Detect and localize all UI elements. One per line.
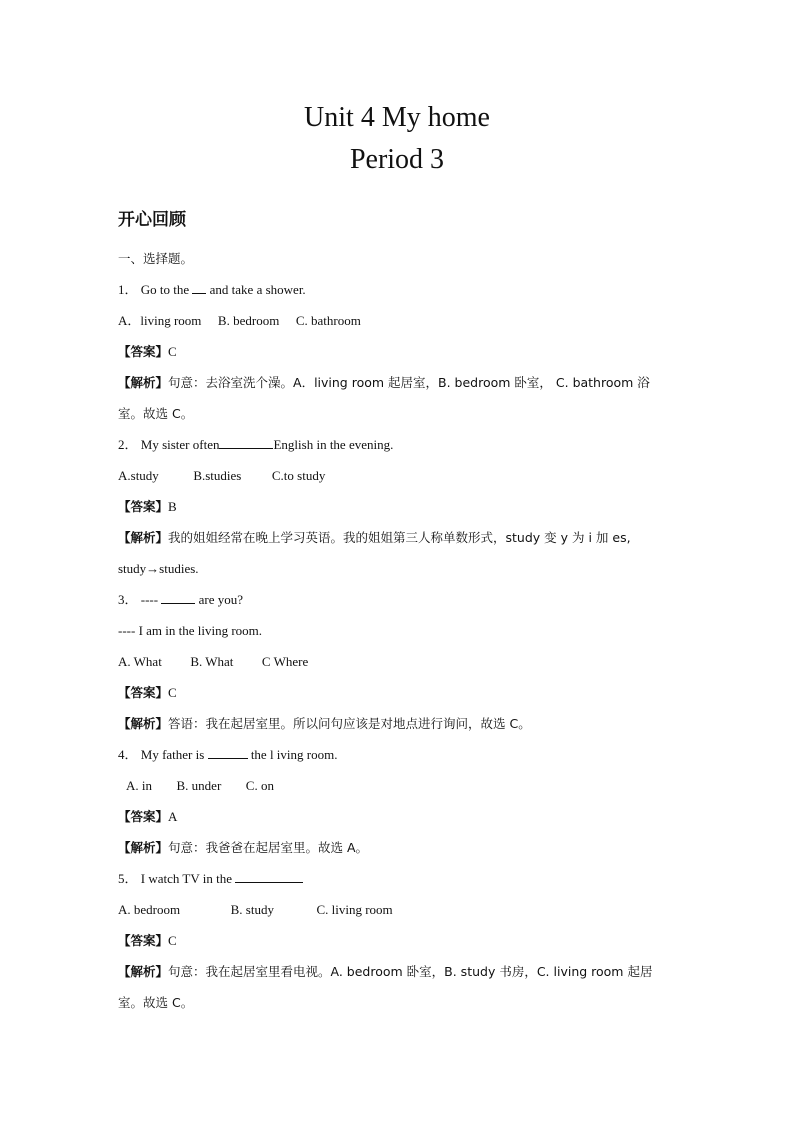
question-1-stem <box>118 274 678 305</box>
option-b: B. under <box>176 778 222 793</box>
question-1-answer <box>118 336 678 367</box>
exercise-content <box>118 243 678 1018</box>
question-text: Go to the <box>140 282 190 297</box>
answer-value: A <box>168 809 178 824</box>
unit-title: Unit 4 My home <box>304 102 490 133</box>
question-text: I watch TV in the <box>140 871 232 886</box>
question-number: 2． <box>118 437 138 452</box>
question-text: are you? <box>198 592 243 607</box>
question-number: 5． <box>118 871 138 886</box>
option-a: A. bedroom <box>118 902 181 917</box>
analysis-text: 室。故选 C。 <box>118 406 194 421</box>
question-4-analysis <box>118 832 678 863</box>
answer-label: 【答案】 <box>118 685 169 700</box>
question-number: 1． <box>118 282 138 297</box>
question-3-answer <box>118 677 678 708</box>
answer-value: B <box>168 499 177 514</box>
question-text: and take a shower. <box>209 282 306 297</box>
question-4-answer <box>118 801 678 832</box>
question-4-options <box>118 770 678 801</box>
analysis-label: 【解析】 <box>118 716 169 731</box>
analysis-text: 我的姐姐经常在晚上学习英语。我的姐姐第三人称单数形式，study 变 y 为 i 加 es, <box>168 530 631 545</box>
analysis-label: 【解析】 <box>118 530 169 545</box>
option-c: C. on <box>245 778 274 793</box>
question-text: My sister often <box>140 437 220 452</box>
analysis-label: 【解析】 <box>118 840 169 855</box>
question-5-options <box>118 894 678 925</box>
question-3-options <box>118 646 678 677</box>
analysis-label: 【解析】 <box>118 375 169 390</box>
question-3-reply: ---- I am in the living room. <box>118 623 263 638</box>
option-a: A. What <box>118 654 162 669</box>
question-number: 4． <box>118 747 138 762</box>
question-text: English in the evening. <box>273 437 394 452</box>
option-b: B. What <box>190 654 234 669</box>
question-text: My father is <box>140 747 205 762</box>
question-4-stem <box>118 739 678 770</box>
answer-blank <box>208 747 248 759</box>
option-c: C.to study <box>271 468 326 483</box>
answer-label: 【答案】 <box>118 809 169 824</box>
period-title: Period 3 <box>349 144 445 175</box>
option-c: C. living room <box>316 902 393 917</box>
question-2-analysis <box>118 522 678 553</box>
answer-value: C <box>168 685 177 700</box>
answer-label: 【答案】 <box>118 499 169 514</box>
option-b: B. bedroom <box>217 313 280 328</box>
question-5-answer <box>118 925 678 956</box>
option-b: B.studies <box>193 468 242 483</box>
answer-value: C <box>168 344 177 359</box>
answer-value: C <box>168 933 177 948</box>
option-a: A．living room <box>118 313 202 328</box>
analysis-text: study→studies. <box>118 561 199 576</box>
analysis-text: 句意：我在起居室里看电视。A. bedroom 卧室，B. study 书房，C. living room 起居 <box>168 964 653 979</box>
question-number: 3． <box>118 592 138 607</box>
question-3-stem <box>118 584 678 615</box>
option-b: B. study <box>230 902 274 917</box>
question-2-answer <box>118 491 678 522</box>
analysis-text: 室。故选 C。 <box>118 995 194 1010</box>
question-text: ---- <box>140 592 159 607</box>
answer-blank <box>192 282 206 294</box>
question-1-options <box>118 305 678 336</box>
answer-blank <box>219 437 273 449</box>
analysis-text: 句意：我爸爸在起居室里。故选 A。 <box>168 840 369 855</box>
analysis-text: 句意：去浴室洗个澡。A．living room 起居室，B. bedroom 卧室， C. bathroom 浴 <box>168 375 650 390</box>
question-5-stem <box>118 863 678 894</box>
answer-label: 【答案】 <box>118 933 169 948</box>
analysis-label: 【解析】 <box>118 964 169 979</box>
option-a: A. in <box>126 778 152 793</box>
question-text: the l iving room. <box>250 747 338 762</box>
analysis-text: 答语：我在起居室里。所以问句应该是对地点进行询问，故选 C。 <box>168 716 531 731</box>
question-1-analysis <box>118 367 678 398</box>
option-c: C Where <box>261 654 309 669</box>
question-2-options <box>118 460 678 491</box>
question-3-analysis <box>118 708 678 739</box>
option-a: A.study <box>118 468 159 483</box>
answer-blank <box>235 871 303 883</box>
question-5-analysis <box>118 956 678 987</box>
answer-blank <box>161 592 195 604</box>
part-heading: 一、选择题。 <box>118 251 194 266</box>
option-c: C. bathroom <box>295 313 361 328</box>
question-2-stem <box>118 429 678 460</box>
section-heading: 开心回顾 <box>118 210 186 230</box>
answer-label: 【答案】 <box>118 344 169 359</box>
